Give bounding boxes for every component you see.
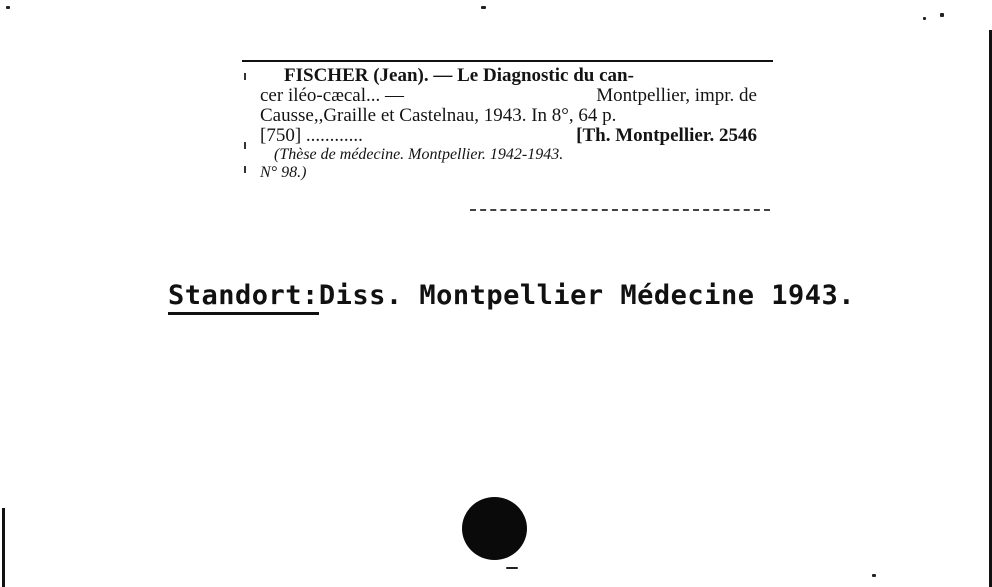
thesis-note-line-1: (Thèse de médecine. Montpellier. 1942-1943. <box>274 146 564 163</box>
margin-tick <box>244 166 246 173</box>
clipping-line-2-right: Montpellier, impr. de <box>596 85 757 106</box>
margin-tick <box>244 73 246 80</box>
clipping-line-2-left: cer iléo-cæcal... — <box>260 85 405 106</box>
clipping-line-4-left: [750] ............ <box>260 125 363 146</box>
clipping-line-3-text: Causse,,Graille et Castelnau, 1943. In 8°, 64 p. <box>260 105 617 126</box>
bibliographic-clipping <box>260 66 757 182</box>
standort-value: Diss. Montpellier Médecine 1943. <box>318 280 855 311</box>
scan-speck <box>506 567 518 569</box>
card-left-edge <box>2 508 5 587</box>
clipping-line-3 <box>260 106 757 126</box>
scan-speck <box>872 574 876 577</box>
clipping-line-4 <box>260 126 757 146</box>
scan-speck <box>6 6 10 9</box>
punch-hole <box>462 497 527 560</box>
clipping-line-2 <box>260 86 757 106</box>
clipping-bottom-rule <box>470 209 770 211</box>
clipping-line-1-text: FISCHER (Jean). — Le Diagnostic du can- <box>284 65 634 86</box>
thesis-note-line-2: N° 98.) <box>260 164 307 181</box>
scan-speck <box>923 17 926 20</box>
scan-speck <box>940 13 944 17</box>
clipping-line-4-right: [Th. Montpellier. 2546 <box>576 125 757 146</box>
standort-label: Standort: <box>168 280 319 315</box>
margin-tick <box>244 142 246 149</box>
clipping-line-1 <box>260 66 757 86</box>
scan-speck <box>481 6 486 9</box>
standort-line <box>168 280 855 311</box>
clipping-top-rule <box>242 60 773 62</box>
